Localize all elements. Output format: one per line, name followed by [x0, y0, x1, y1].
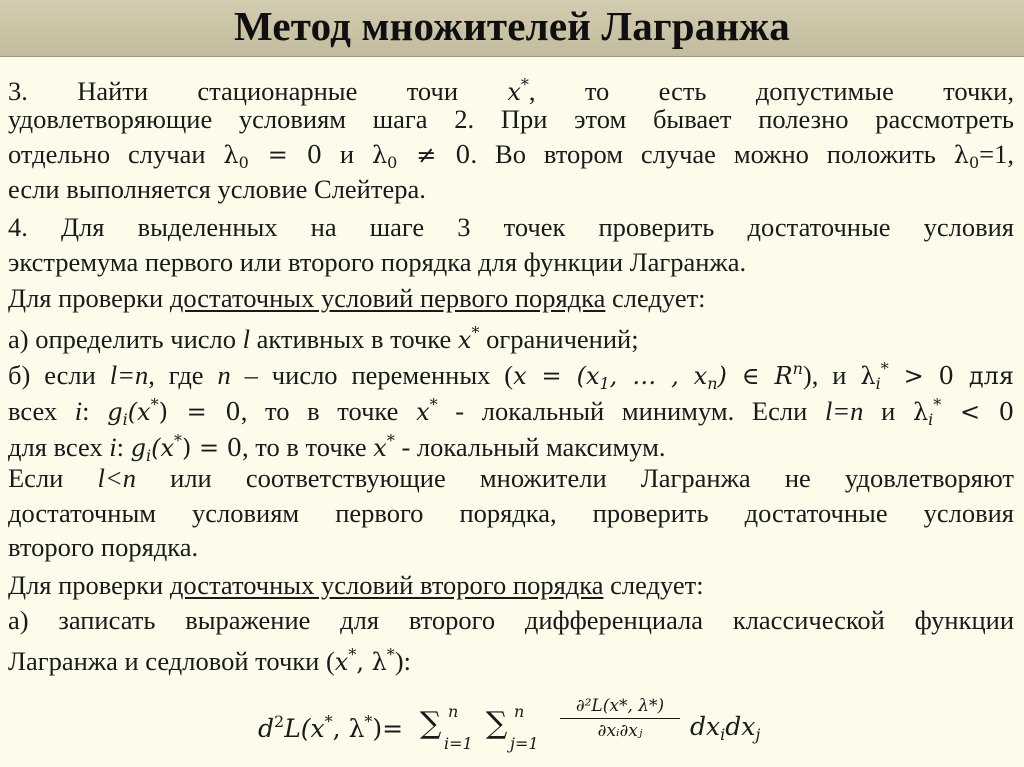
l10-gsub: i	[122, 410, 128, 429]
l8-text-b: активных в точке	[250, 324, 458, 354]
text-line-8	[8, 316, 1014, 357]
text-line-15	[8, 568, 1014, 602]
l3-sub0c: 0	[968, 153, 980, 172]
f-star2: *	[364, 712, 373, 731]
formula-tail	[690, 712, 760, 744]
l9-text-a: б) если	[8, 360, 110, 390]
l3-text-b: . Во втором случае можно положить	[470, 139, 954, 169]
l1-math-x: x	[507, 78, 521, 106]
l10-g: g	[107, 398, 123, 426]
l7-text-a: Для проверки	[8, 283, 170, 313]
l9-in: ) ∈ R	[717, 362, 793, 390]
l11-g: g	[130, 434, 147, 462]
fraction-numerator: ∂²L(x*, λ*)	[560, 696, 680, 719]
f-lx: L(x	[284, 714, 325, 743]
f-sub-i: i	[720, 725, 726, 744]
l8-math-x: x	[457, 326, 472, 354]
l10-star2: *	[429, 395, 438, 414]
text-line-12	[8, 461, 1014, 495]
l17-star: *	[348, 645, 357, 664]
f-sup2: 2	[274, 712, 285, 731]
l11-gsub: i	[146, 446, 152, 465]
formula-lhs	[258, 712, 403, 743]
l11-x: x	[373, 434, 387, 462]
l8-l: l	[242, 324, 250, 354]
sum-i-lower: i=1	[444, 734, 473, 753]
slide-title: Метод множителей Лагранжа	[234, 3, 790, 49]
l12-text-b: или соответствующие множители Лагранжа не удовлетворяют	[136, 463, 1014, 493]
l17-lambda: , λ	[356, 648, 387, 676]
f-d: d	[258, 714, 275, 743]
l11-text-a: для всех	[8, 432, 110, 462]
l8-text-a: а) определить число	[8, 324, 243, 354]
l9-subi: i	[875, 374, 881, 393]
f-star: *	[324, 712, 333, 731]
sum-j-symbol: ∑	[486, 706, 508, 741]
l10-lt: < 0	[941, 398, 1015, 426]
text-line-5: 4. Для выделенных на шаге 3 точек проверить достаточные условия	[8, 212, 1014, 242]
l10-ln: l=n	[824, 396, 864, 426]
l17-star2: *	[386, 645, 395, 664]
l9-gt: > 0 для	[888, 362, 1014, 390]
l7-underlined: достаточных условий первого порядка	[169, 283, 606, 313]
l10-text-c: - локальный минимум. Если	[437, 396, 825, 426]
text-line-4: если выполняется условие Слейтера.	[8, 174, 426, 204]
l9-star: *	[880, 359, 889, 378]
l3-sub0b: 0	[387, 153, 398, 172]
l1-text-a: 3. Найти стационарные точи	[8, 76, 508, 106]
l10-text-b: , то в точке	[240, 396, 417, 426]
sum-i-symbol: ∑	[420, 706, 442, 741]
l11-gi: (x	[151, 434, 175, 462]
l9-text-c: – число переменных (	[230, 360, 514, 390]
l12-text-a: Если	[8, 463, 98, 493]
l1-math-star: *	[520, 75, 529, 94]
l3-lambda3: λ	[953, 141, 969, 169]
l9-subn: n	[707, 374, 718, 393]
l3-and: и	[321, 139, 372, 169]
l10-star3: *	[933, 395, 942, 414]
l9-supn: n	[792, 359, 803, 378]
l9-ln: l=n	[109, 360, 149, 390]
l3-text-c: =1,	[979, 139, 1014, 169]
l9-math: x = (x	[513, 362, 600, 390]
text-line-13: достаточным условиям первого порядка, проверить достаточные условия	[8, 498, 1014, 528]
l1-text-b: , то есть допустимые точки,	[528, 76, 1014, 106]
l9-text-d: ), и	[802, 360, 861, 390]
f-dx1: dx	[690, 712, 721, 741]
l9-sub1: 1	[599, 374, 610, 393]
l17-text-b: ):	[394, 646, 411, 676]
l9-text-b: , где	[148, 360, 218, 390]
l10-eq: ) = 0	[158, 398, 241, 426]
l7-text-b: следует:	[605, 283, 706, 313]
l11-text-c: - локальный максимум.	[394, 432, 666, 462]
l10-i: i	[74, 396, 83, 426]
text-line-17	[8, 638, 1014, 679]
l10-subi: i	[928, 410, 934, 429]
text-line-6: экстремума первого или второго порядка для функции Лагранжа.	[8, 247, 747, 277]
l3-lambda2: λ	[371, 141, 388, 169]
l3-text-a: отдельно случаи	[8, 139, 224, 169]
title-bar	[0, 0, 1024, 57]
l10-text-a: всех	[8, 396, 75, 426]
l8-math-star: *	[471, 323, 480, 342]
f-dx2: dx	[725, 712, 756, 741]
l10-gi: (x	[127, 398, 151, 426]
l11-colon: :	[116, 432, 131, 462]
l8-text-c: ограничений;	[479, 324, 639, 354]
text-line-7	[8, 281, 1014, 315]
l17-x: x	[334, 648, 349, 676]
fraction-denominator: ∂xᵢ∂xⱼ	[597, 721, 643, 741]
l15-text-b: следует:	[603, 570, 704, 600]
l10-and: и	[863, 396, 913, 426]
l3-sub0: 0	[238, 153, 249, 172]
sum-i-upper: n	[448, 702, 459, 721]
l9-n: n	[217, 360, 231, 390]
l11-star2: *	[386, 431, 395, 450]
f-sub-j: j	[755, 725, 761, 744]
partial-fraction	[560, 696, 680, 741]
f-eq: )=	[372, 714, 404, 743]
l12-ln: l<n	[97, 463, 136, 493]
text-line-2: удовлетворяющие условиям шага 2. При этом бывает полезно рассмотреть	[8, 104, 1014, 134]
l11-eq: ) = 0	[182, 434, 243, 462]
l3-lambda: λ	[223, 141, 239, 169]
l15-text-a: Для проверки	[8, 570, 170, 600]
l3-ne0: ≠ 0	[397, 141, 471, 169]
l9-lambda: λ	[860, 362, 876, 390]
l10-lambda: λ	[912, 398, 929, 426]
l17-text-a: Лагранжа и седловой точки (	[8, 646, 335, 676]
l10-colon: :	[82, 396, 108, 426]
l9-dots: , … , x	[609, 362, 708, 390]
text-line-14: второго порядка.	[8, 532, 199, 562]
l10-x: x	[416, 398, 430, 426]
text-line-16: а) записать выражение для второго дифференциала классической функции	[8, 605, 1014, 635]
sum-j-upper: n	[514, 702, 525, 721]
l11-i: i	[109, 432, 117, 462]
l3-eq0: = 0	[248, 141, 322, 169]
l11-text-b: , то в точке	[242, 432, 374, 462]
l15-underlined: достаточных условий второго порядка	[169, 570, 604, 600]
second-differential-formula	[258, 694, 818, 758]
slide-body	[0, 58, 1024, 767]
f-lambda: , λ	[332, 714, 365, 743]
l11-star: *	[174, 431, 183, 450]
sum-j-lower: j=1	[510, 734, 539, 753]
l10-star: *	[150, 395, 159, 414]
